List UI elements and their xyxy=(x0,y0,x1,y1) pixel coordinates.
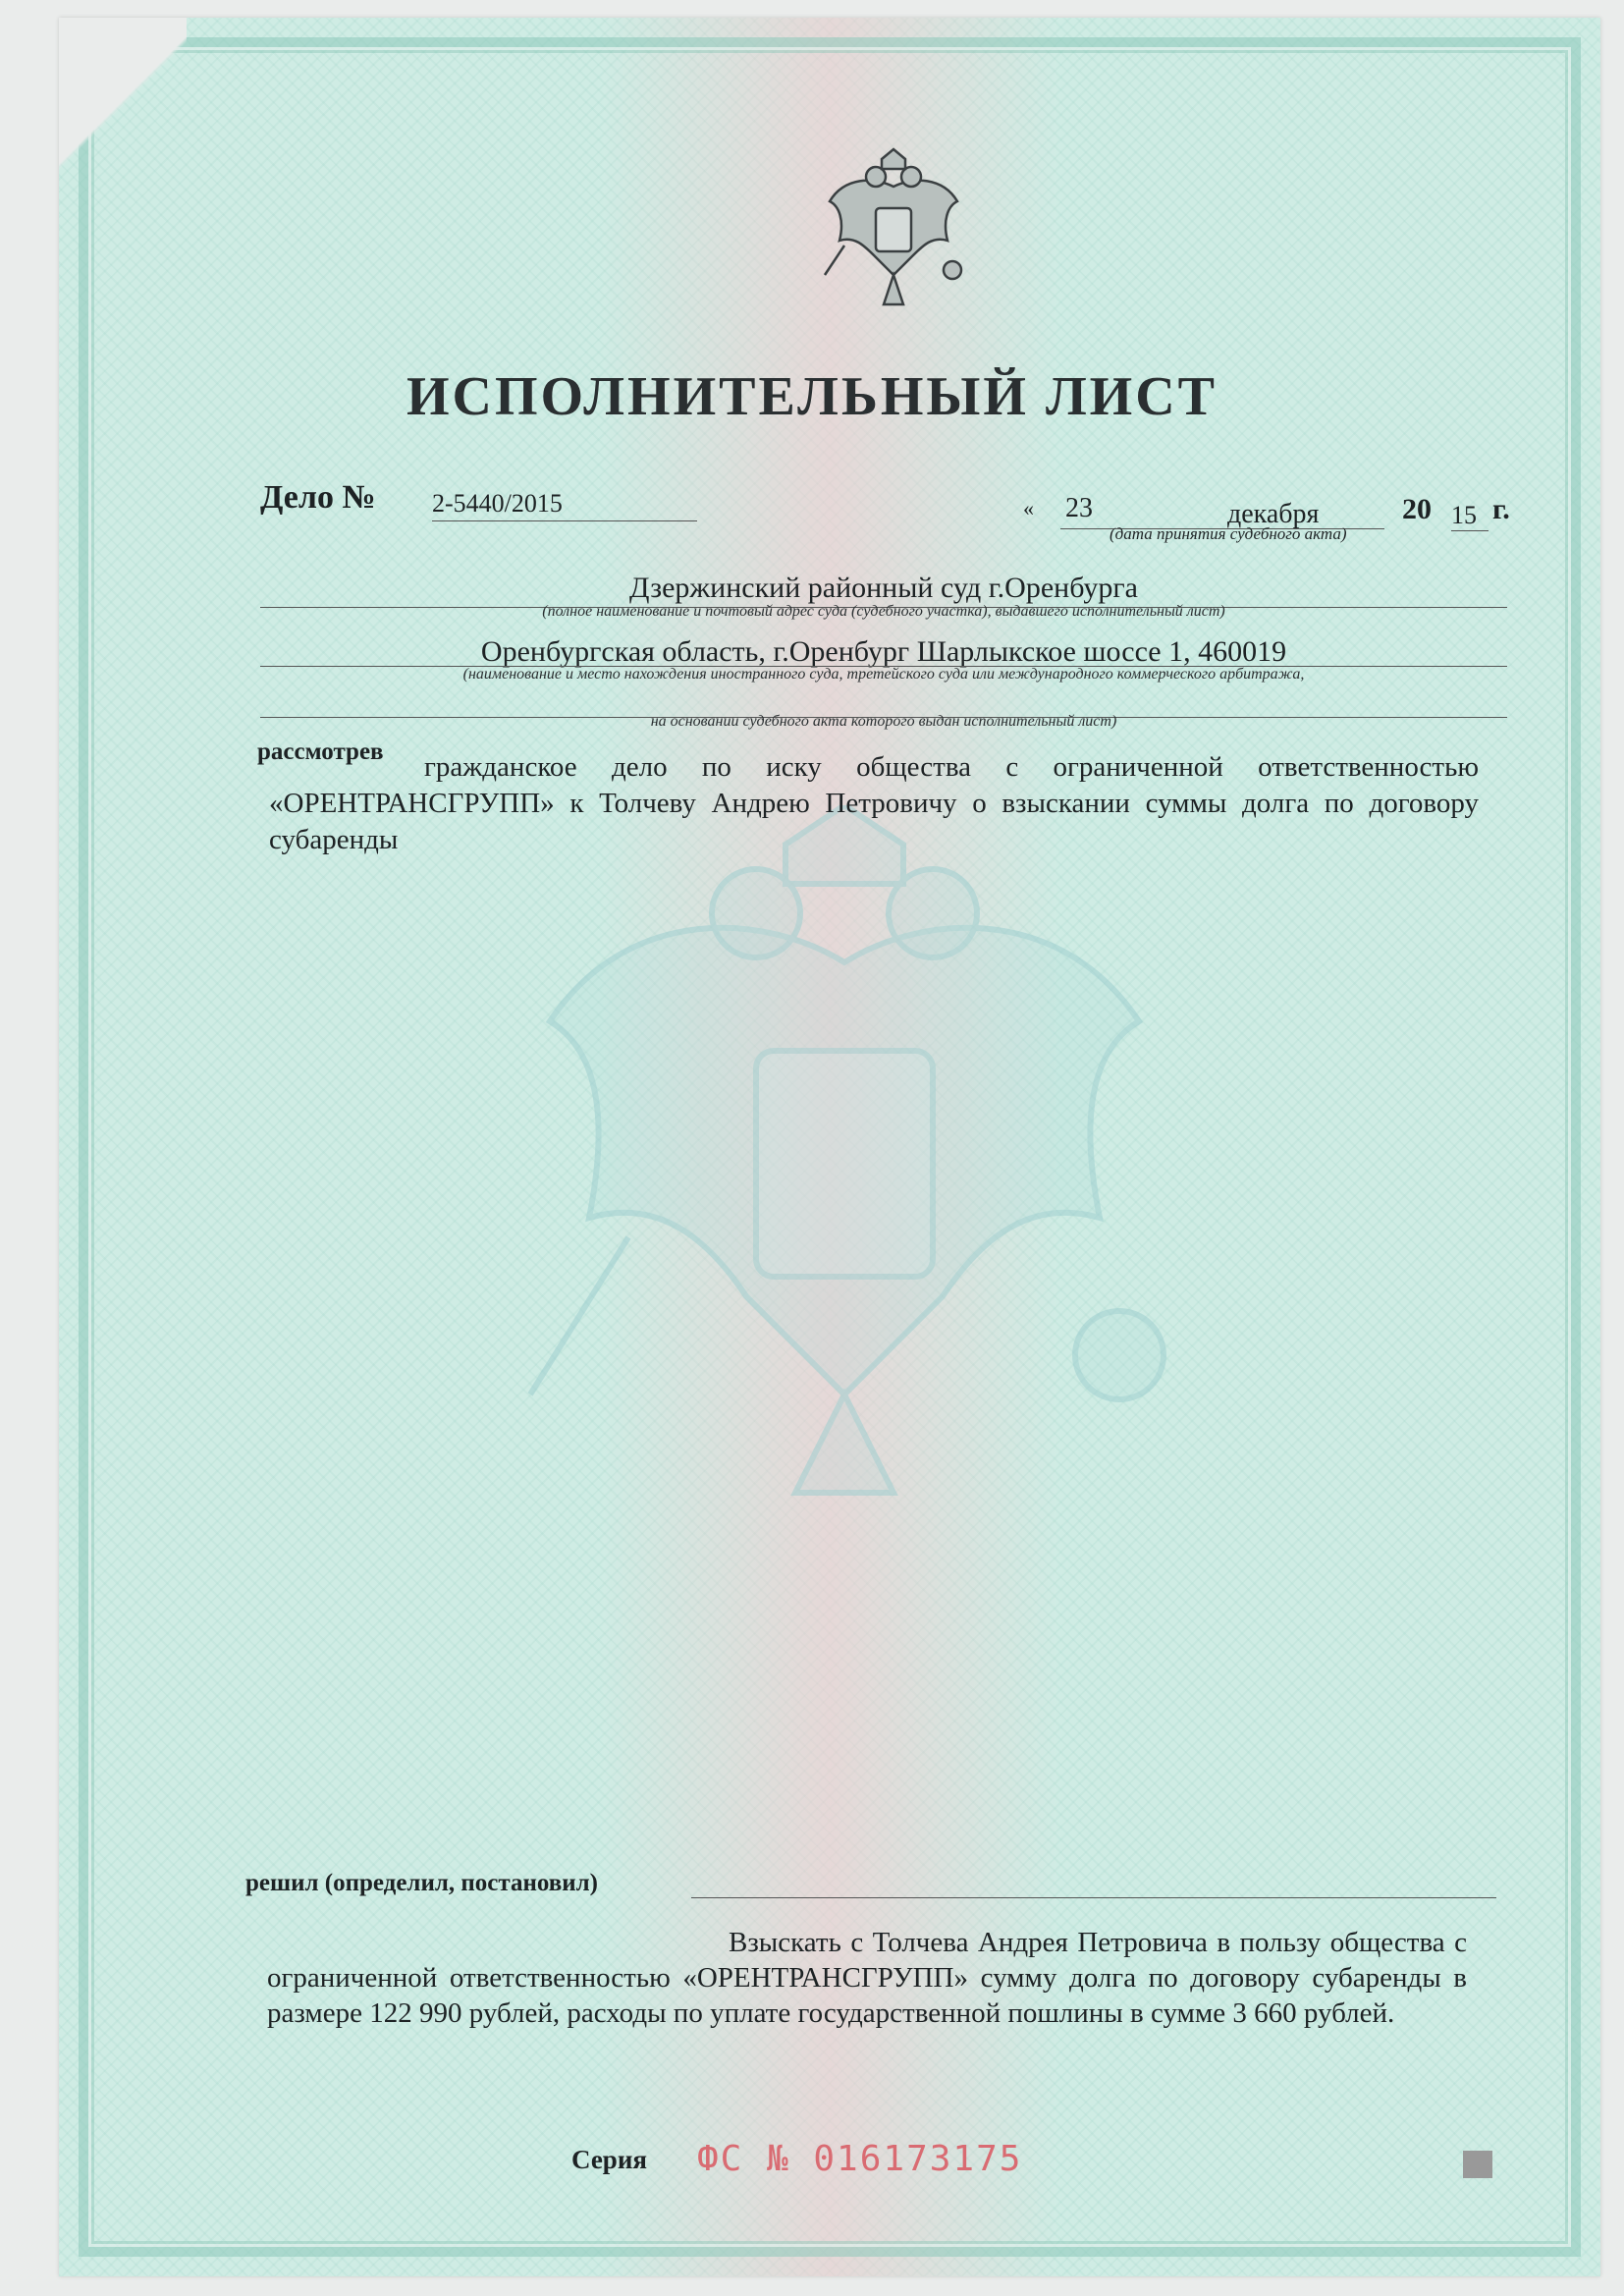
decided-underline xyxy=(691,1897,1496,1898)
date-hint: (дата принятия судебного акта) xyxy=(1110,524,1347,543)
date-year-letter: г. xyxy=(1492,493,1510,525)
considered-label: рассмотрев xyxy=(257,738,384,765)
date-month: декабря xyxy=(1227,499,1320,529)
watermark-coat-of-arms-icon xyxy=(471,805,1218,1512)
foreign-court-hint: (наименование и место нахождения иностранного суда, третейского суда или международного коммерческого арбитража, xyxy=(462,666,1305,683)
date-day: 23 xyxy=(1065,493,1093,523)
date-quote: « xyxy=(1023,496,1034,520)
case-label: Дело № xyxy=(260,479,376,516)
basis-hint: на основании судебного акта которого выдан исполнительный лист) xyxy=(650,713,1117,730)
case-number: 2-5440/2015 xyxy=(432,489,697,521)
series-label: Серия xyxy=(571,2145,647,2174)
court-address: Оренбургская область, г.Оренбург Шарлыкское шоссе 1, 460019 xyxy=(480,635,1287,668)
date-year-suffix: 15 xyxy=(1451,501,1489,531)
court-name: Дзержинский районный суд г.Оренбурга xyxy=(629,572,1138,604)
folded-corner xyxy=(59,18,187,194)
decided-text: Взыскать с Толчева Андрея Петровича в пользу общества с ограниченной ответственностью «ОРЕНТРАНСГРУПП» сумму долга по договору субаренды в размере 122 990 рублей, расходы по уплате государственной пошлины в сумме 3 660 рублей. xyxy=(267,1927,1467,2029)
decided-label: решил (определил, постановил) xyxy=(245,1870,599,1896)
date-year-prefix: 20 xyxy=(1402,493,1432,525)
series-number: ФС № 016173175 xyxy=(697,2139,1023,2179)
coat-of-arms-icon xyxy=(805,147,982,314)
court-name-hint: (полное наименование и почтовый адрес суда (судебного участка), выдавшего исполнительный лист) xyxy=(542,603,1225,620)
security-mark xyxy=(1463,2151,1492,2178)
document-title: ИСПОЛНИТЕЛЬНЫЙ ЛИСТ xyxy=(406,366,1218,427)
considered-text: гражданское дело по иску общества с ограниченной ответственностью «ОРЕНТРАНСГРУПП» к Толчеву Андрею Петровичу о взыскании суммы долга по договору субаренды xyxy=(269,751,1479,855)
